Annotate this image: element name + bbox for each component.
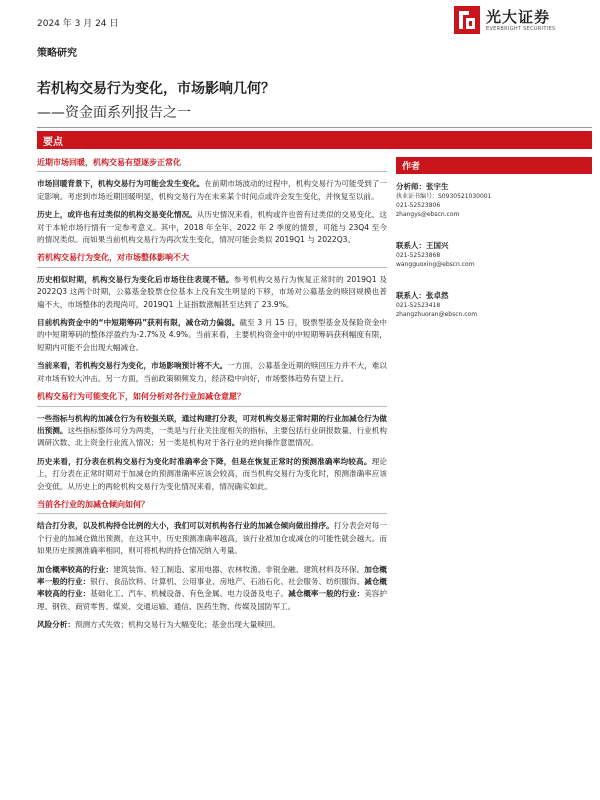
page-title: 若机构交易行为变化，市场影响几何？ — [37, 81, 275, 97]
section-heading: 当前各行业的加减仓倾向如何？ — [37, 499, 149, 509]
author-email[interactable]: wangguoxing@ebscn.com — [396, 261, 475, 268]
page-subtitle: ——资金面系列报告之一 — [37, 105, 191, 121]
section-divider — [37, 171, 387, 172]
author-sidebar — [396, 157, 592, 319]
keypoints-header — [37, 131, 592, 149]
section-divider — [37, 513, 387, 514]
author-entry: 联系人：张卓然 021-52523418 zhangzhuoran@ebscn.com — [396, 291, 592, 319]
section-divider — [37, 267, 387, 268]
author-header — [396, 157, 592, 174]
author-entry: 联系人：王国兴 021-52523868 wangguoxing@ebscn.com — [396, 241, 592, 269]
paragraph: 市场回暖背景下，机构交易行为可能会发生变化。在前期市场波动的过程中，机构交易行为可能受到了一定影响。考虑到市场近期回暖明显，机构交易行为在未来某个时间点或许会发生变化，并恢复至以前。 — [37, 179, 388, 201]
section-heading: 机构交易行为可能变化下，如何分析对各行业加减仓意愿？ — [37, 392, 245, 402]
keypoints-label: 要点 — [43, 137, 63, 148]
author-label: 作者 — [402, 162, 421, 172]
paragraph: 历史来看，打分表在机构交易行为变化时准确率会下降，但是在恢复正常时的预测准确率均较高。理论上，打分表在正常时期对于加减仓的预测准确率应该会较高，而当机构交易行为变化时，预测准确率应该会变低。从历史上的两轮机构交易行为变化情况来看，情况确实如此。 — [37, 456, 388, 491]
logo-text-cn: 光大证券 — [486, 8, 551, 26]
author-entry: 分析师：张宇生 执业证书编号：S0930521030001 021-52523806 zhangys@ebscn.com — [396, 182, 592, 219]
brand-logo — [454, 6, 594, 36]
paragraph: 一些指标与机构的加减仓行为有较强关联，通过构建打分表，可对机构交易正常时期的行业加减仓行为做出预测。这些指标整体可分为两类，一类是与行业关注度相关的指标，主要包括行业研报数量、行业机构调研次数、北上资金行业流入情况；另一类是机构对于各行业的逆向操作意愿情况。 — [37, 413, 387, 448]
paragraph: 当前来看，若机构交易行为变化，市场影响预计将不大。一方面，公募基金近期的赎回压力并不大，难以对市场有较大冲击。另一方面，当前政策频频发力，经济稳中向好，市场整体趋势有望上行。 — [37, 361, 388, 383]
paragraph: 历史相似时期，机构交易行为变化后市场往往表现不错。参考机构交易行为恢复正常时的 2019Q1 及 2022Q3 这两个时期，公募基金股票仓位基本上没有发生明显的下移，市场对公募基金的赎回规模也普遍不大，市场整体的表现尚可，2019Q1 上证指数涨幅甚至达到了 23.9%。 — [37, 274, 388, 309]
logo-text-en: EVERBRIGHT SECURITIES — [486, 26, 556, 32]
author-name: 王国兴 — [426, 241, 449, 250]
paragraph: 加仓概率较高的行业：建筑装饰、轻工制造、家用电器、农林牧渔、非银金融、建筑材料及环保。加仓概率一般的行业：银行、食品饮料、计算机、公用事业、房地产、石油石化、社会服务、纺织服饰。减仓概率较高的行业：基础化工、汽车、机械设备、有色金属、电力设备及电子。减仓概率一般的行业：美容护理、钢铁、商贸零售、煤炭、交通运输、通信、医药生物、传媒及国防军工。 — [37, 564, 388, 611]
paragraph: 风险分析：预测方式失效；机构交易行为大幅变化；基金出现大量赎回。 — [37, 620, 280, 630]
author-email[interactable]: zhangys@ebscn.com — [396, 211, 460, 218]
paragraph: 历史上，或许也有过类似的机构交易变化情况。从历史情况来看，机构或许也曾有过类似的交易变化，这对于本轮市场行情有一定参考意义。其中，2018 年全年、2022 年 2 季度的情景，可能与 23Q4 至今的情况类似。而如果当前机构交易行为再次发生变化，情况可能会类似 2019Q1 与 2022Q3。 — [37, 210, 388, 245]
section-divider — [37, 406, 387, 407]
main-content — [37, 157, 387, 638]
report-date: 2024 年 3 月 24 日 — [37, 19, 119, 29]
section-heading: 若机构交易行为变化，对市场整体影响不大 — [37, 253, 189, 263]
author-name: 张卓然 — [426, 291, 449, 300]
paragraph: 结合打分表，以及机构持仓比例的大小，我们可以对机构各行业的加减仓倾向做出排序。打分表会对每一个行业的加减仓做出预测，在这其中，历史预测准确率越高，该行业被加仓或减仓的可能性就会越大。而如果历史预测准确率相同，则可将机构的持仓情况纳入考量。 — [37, 521, 387, 556]
section-heading: 近期市场回暖，机构交易有望逐步正常化 — [37, 158, 181, 167]
author-name: 张宇生 — [426, 182, 449, 191]
paragraph: 目前机构资金中的“中短期筹码”获利有限，减仓动力偏弱。截至 3 月 15 日，股票型基金及保险资金中的中短期筹码的整体浮盈约为-2.7%及 4.9%。当前来看，主要机构资金中的中短期筹码获利幅度有限，短期内可能不会出现大幅减仓。 — [37, 318, 387, 352]
everbright-logo-icon — [454, 6, 480, 34]
author-email[interactable]: zhangzhuoran@ebscn.com — [396, 311, 478, 318]
report-category: 策略研究 — [37, 48, 77, 59]
title-divider — [37, 127, 592, 128]
